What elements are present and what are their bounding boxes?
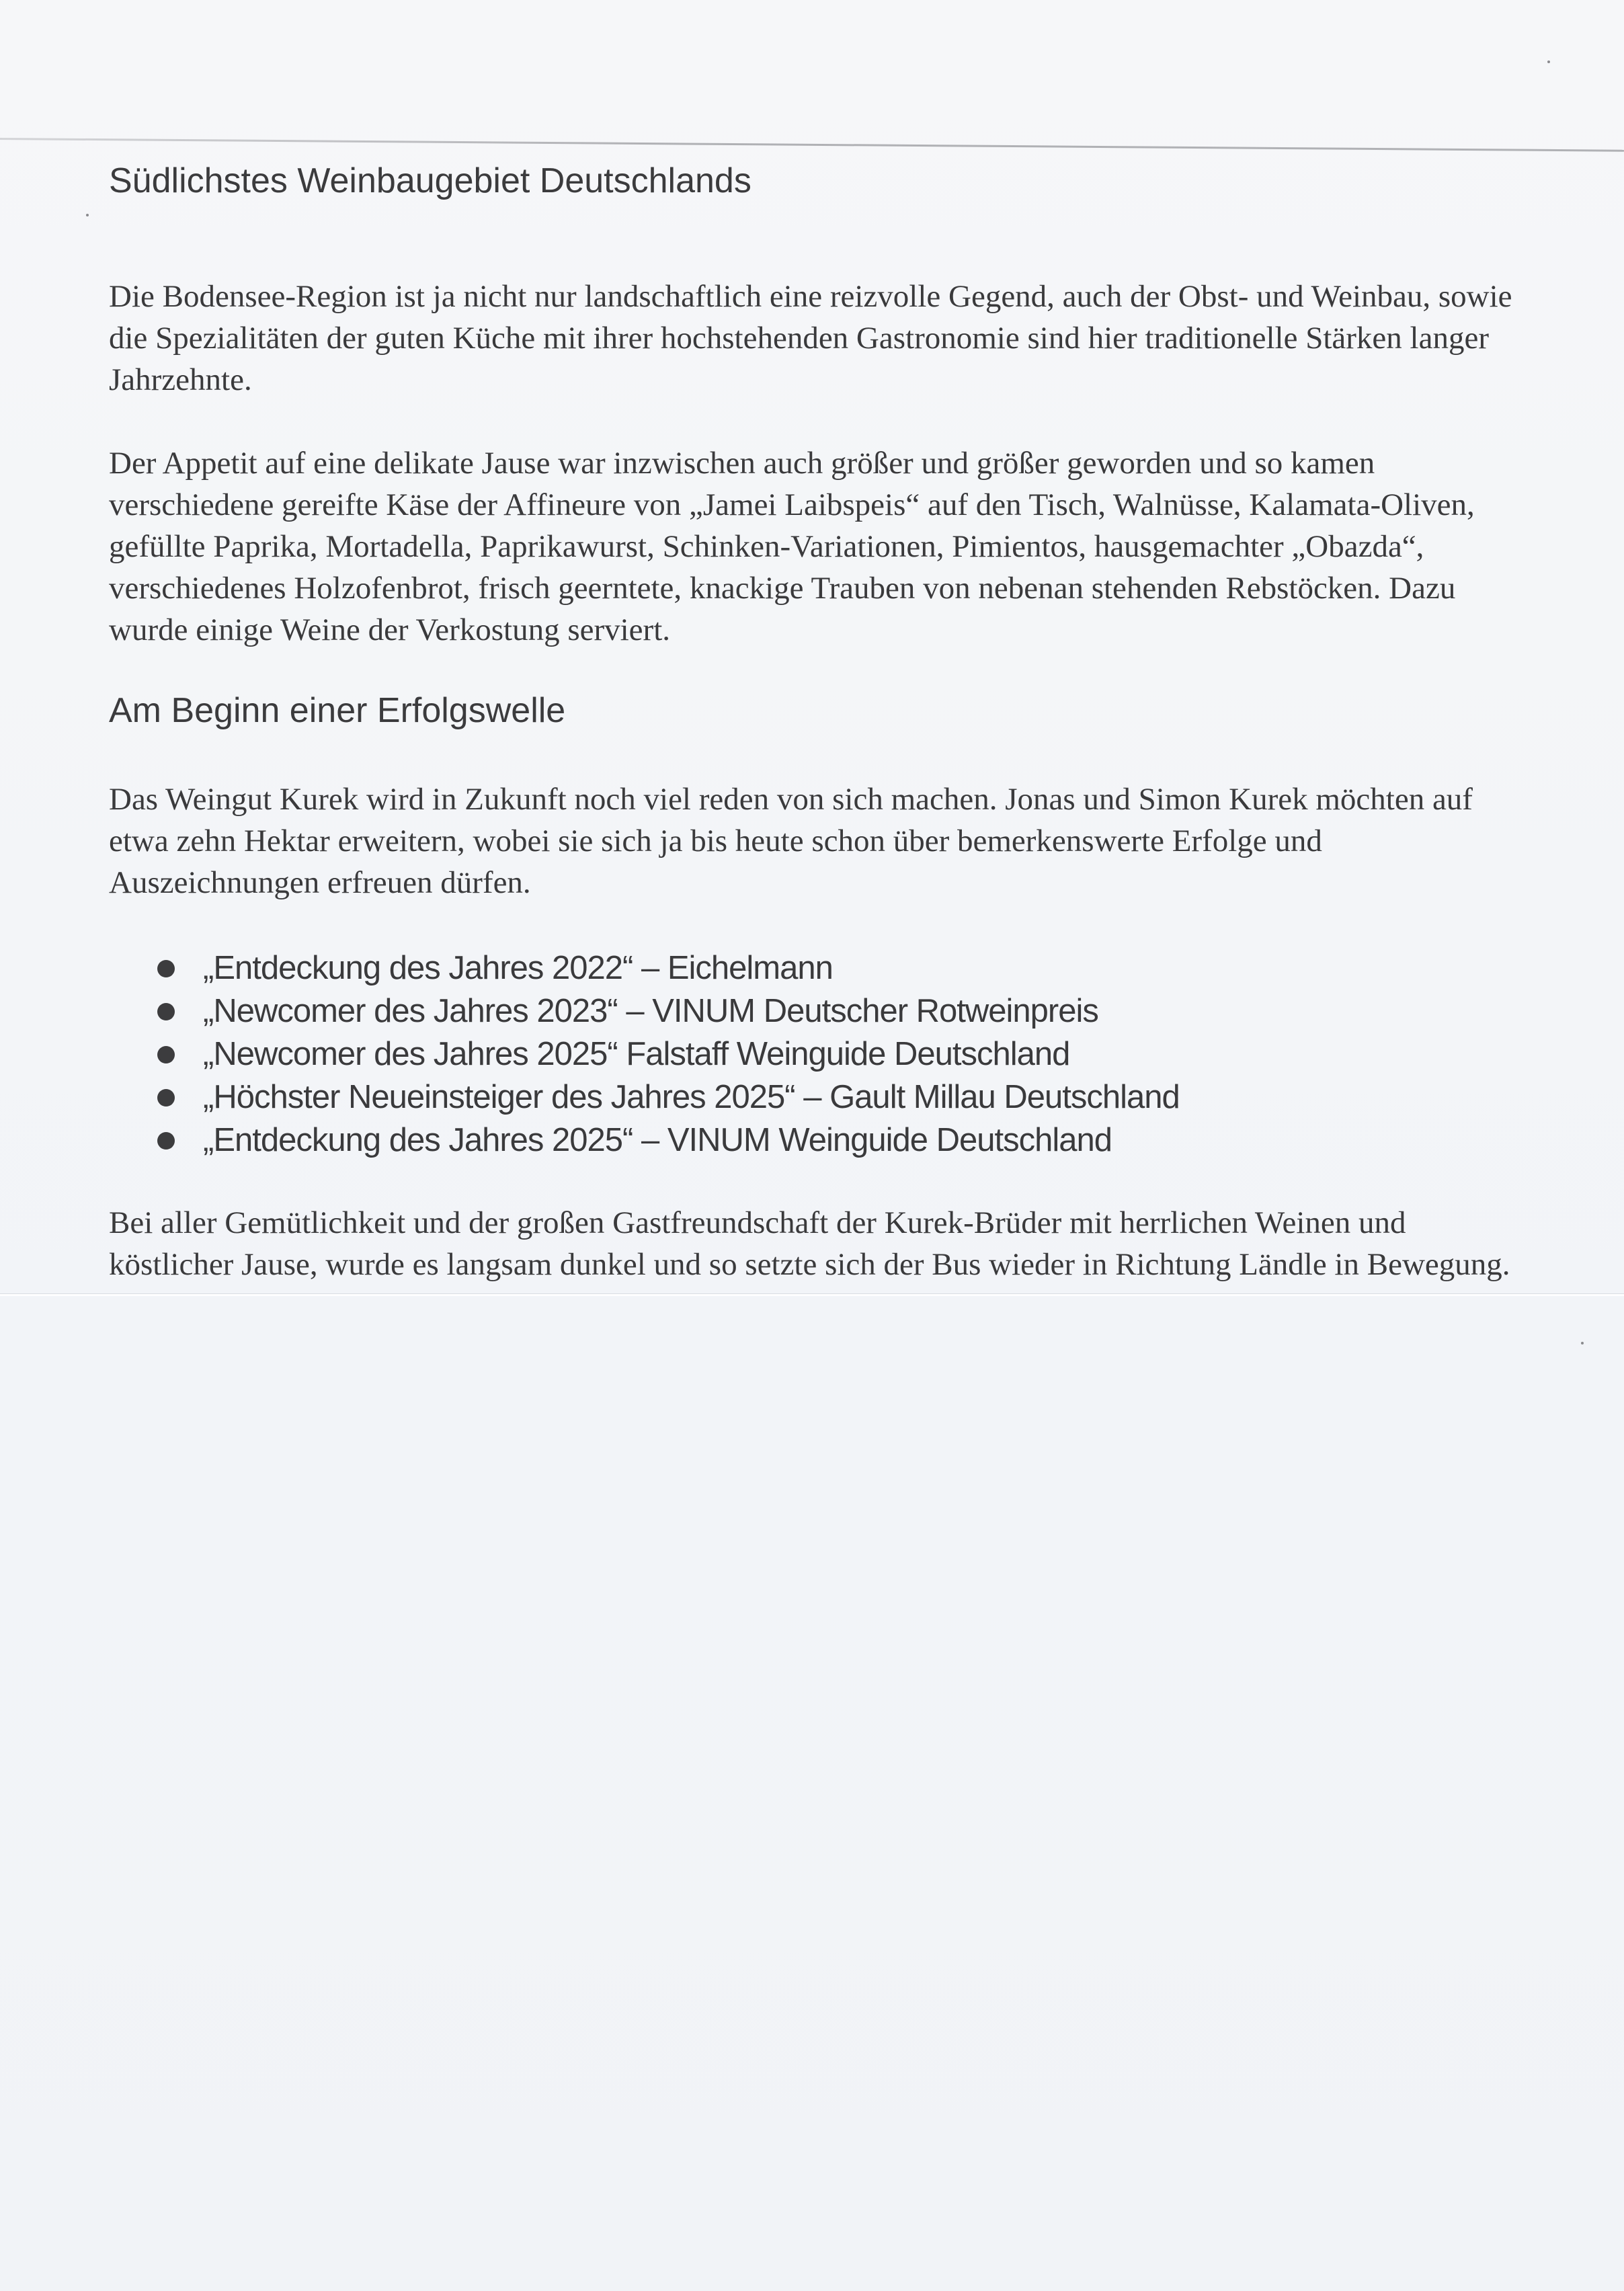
award-text: „Newcomer des Jahres 2023“ – VINUM Deutscher Rotweinpreis (203, 993, 1098, 1029)
section-heading-southernmost: Südlichstes Weinbaugebiet Deutschlands (109, 161, 752, 200)
document-body (109, 160, 1514, 1285)
award-text: „Newcomer des Jahres 2025“ Falstaff Weinguide Deutschland (203, 1036, 1070, 1072)
paper-speck (1581, 1342, 1584, 1344)
bullet-icon (157, 960, 175, 977)
list-item (157, 947, 1562, 990)
paragraph-bodensee-region: Die Bodensee-Region ist ja nicht nur landschaftlich eine reizvolle Gegend, auch der Obst- und Weinbau, sowie die Spezialitäten der guten Küche mit ihrer hochstehenden Gastronomie sind hier traditionelle Stärken langer Jahrzehnte. (109, 279, 1512, 397)
list-item (157, 1076, 1562, 1119)
award-text: „Höchster Neueinsteiger des Jahres 2025“ – Gault Millau Deutschland (203, 1079, 1180, 1115)
paper-speck (1547, 61, 1550, 63)
fold-line-bottom (0, 1294, 1624, 1296)
bullet-icon (157, 1089, 175, 1107)
award-text: „Entdeckung des Jahres 2022“ – Eichelmann (203, 950, 833, 986)
paragraph-jause: Der Appetit auf eine delikate Jause war inzwischen auch größer und größer geworden und so kamen verschiedene gereifte Käse der Affineure von „Jamei Laibspeis“ auf den Tisch, Walnüsse, Kalamata-Oliven, gefüllte Paprika, Mortadella, Paprikawurst, Schinken-Variationen, Pimientos, hausgemachter „Obazda“, verschiedenes Holzofenbrot, frisch geerntete, knackige Trauben von nebenan stehenden Rebstöcken. Dazu wurde einige Weine der Verkostung serviert. (109, 446, 1475, 647)
list-item (157, 1033, 1562, 1076)
award-text: „Entdeckung des Jahres 2025“ – VINUM Weinguide Deutschland (203, 1122, 1112, 1158)
list-item (157, 1119, 1562, 1162)
list-item (157, 990, 1562, 1033)
section-heading-success-wave: Am Beginn einer Erfolgswelle (109, 691, 566, 730)
paragraph-closing: Bei aller Gemütlichkeit und der großen Gastfreundschaft der Kurek-Brüder mit herrlichen Weinen und köstlicher Jause, wurde es langsam dunkel und so setzte sich der Bus wieder in Richtung Ländle in Bewegung. (109, 1205, 1510, 1282)
awards-list (157, 947, 1562, 1162)
bullet-icon (157, 1046, 175, 1063)
bullet-icon (157, 1003, 175, 1020)
bullet-icon (157, 1132, 175, 1150)
fold-line-top (0, 138, 1624, 152)
paragraph-weingut-kurek: Das Weingut Kurek wird in Zukunft noch viel reden von sich machen. Jonas und Simon Kurek möchten auf etwa zehn Hektar erweitern, wobei sie sich ja bis heute schon über bemerkenswerte Erfolge und Auszeichnungen erfreuen dürfen. (109, 782, 1473, 900)
paper-speck (86, 214, 89, 216)
